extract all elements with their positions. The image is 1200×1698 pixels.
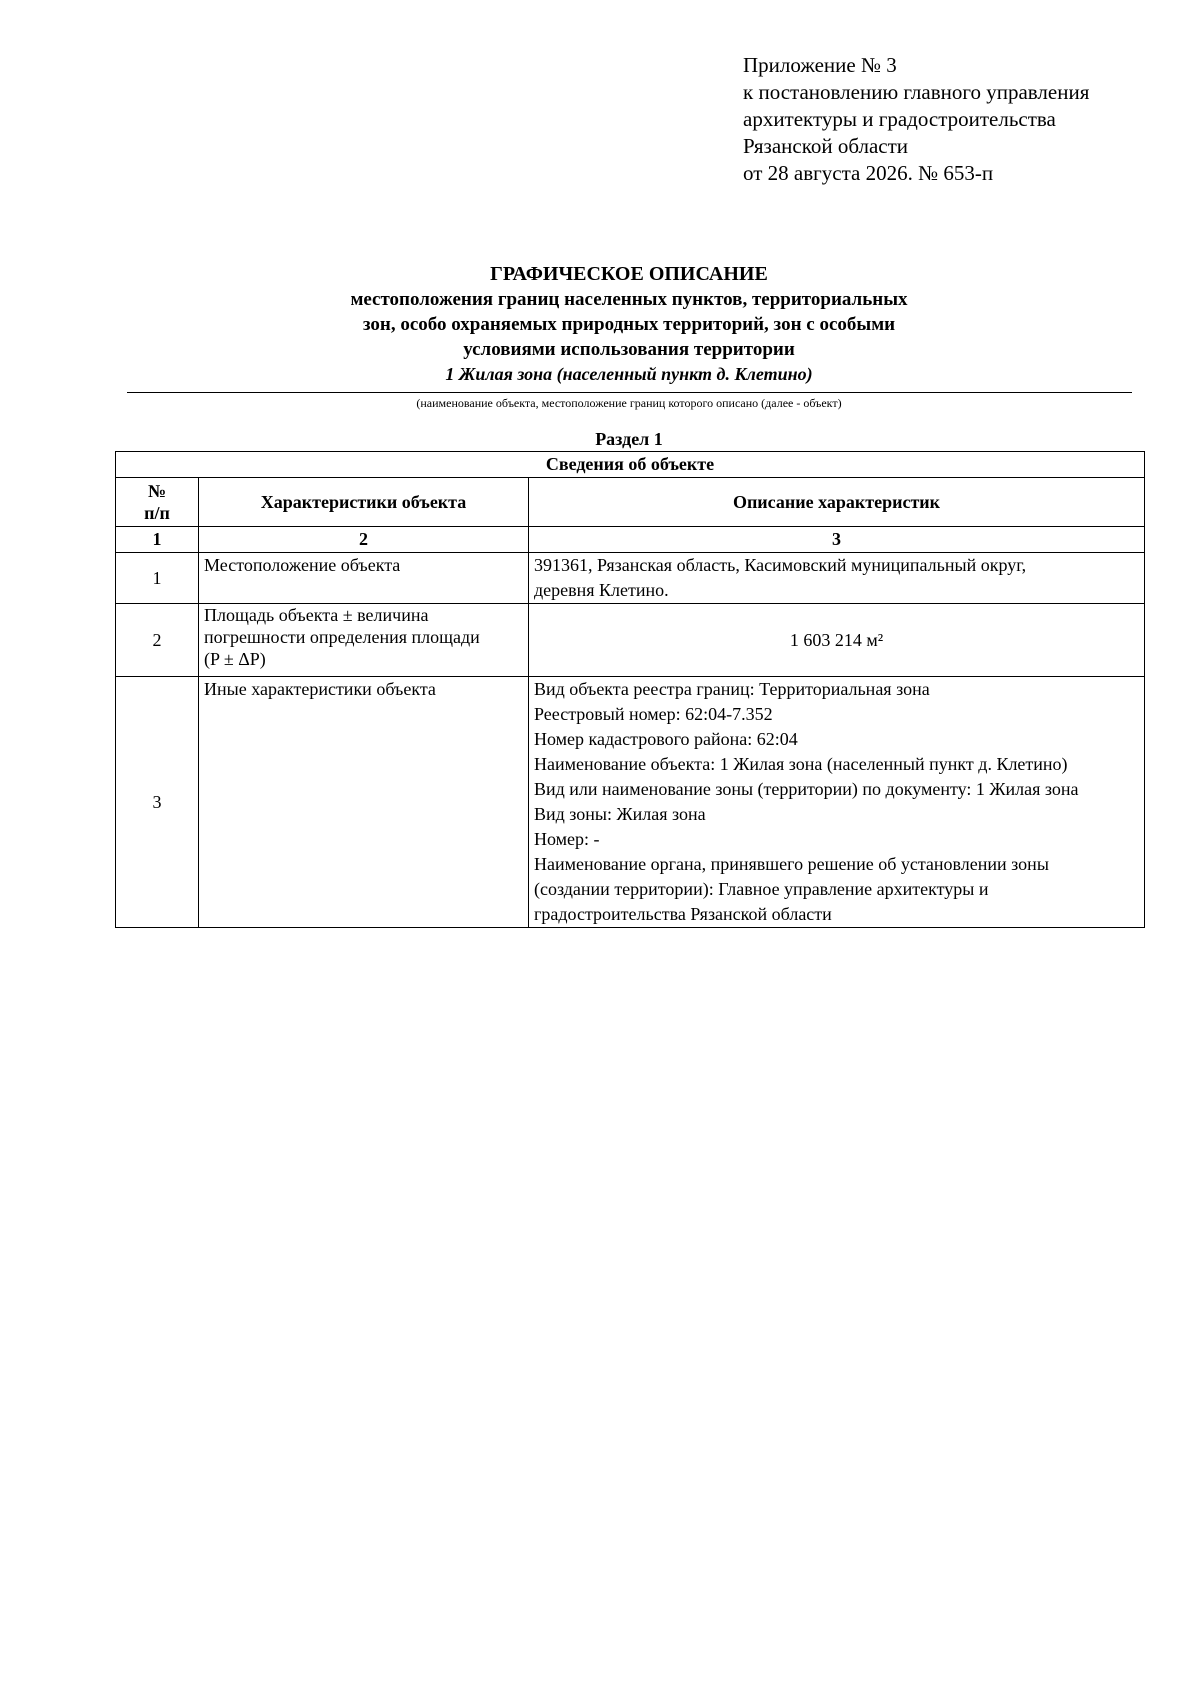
description-line: Номер кадастрового района: 62:04 <box>534 729 798 749</box>
table-row <box>116 553 1145 604</box>
row-characteristic <box>199 604 529 677</box>
description-line: градостроительства Рязанской области <box>534 904 832 924</box>
row-description: 1 603 214 м² <box>529 604 1145 677</box>
row-description <box>529 677 1145 928</box>
document-heading <box>115 262 1143 386</box>
description-line: деревня Клетино. <box>534 580 669 600</box>
table-row <box>116 604 1145 677</box>
description-line: Вид объекта реестра границ: Территориальная зона <box>534 679 930 699</box>
document-subtitle-line: зон, особо охраняемых природных территорий, зон с особыми <box>362 314 896 335</box>
appendix-line: к постановлению главного управления <box>743 80 1090 104</box>
row-number: 3 <box>116 677 199 928</box>
column-header-row <box>116 478 1145 527</box>
column-header-description: Описание характеристик <box>529 478 1145 527</box>
object-name: 1 Жилая зона (населенный пункт д. Клетино) <box>445 364 813 384</box>
appendix-line: Рязанской области <box>743 134 909 158</box>
column-number: 1 <box>116 527 199 553</box>
description-line: (создании территории): Главное управление архитектуры и <box>534 879 989 899</box>
appendix-line: Приложение № 3 <box>743 53 897 77</box>
appendix-date-line: от 28 августа 2026. № 653-п <box>743 161 994 185</box>
object-name-underline <box>127 392 1132 393</box>
table-title: Сведения об объекте <box>116 452 1145 478</box>
document-subtitle-line: условиями использования территории <box>463 339 795 360</box>
document-title: ГРАФИЧЕСКОЕ ОПИСАНИЕ <box>490 263 768 285</box>
column-header-characteristic: Характеристики объекта <box>199 478 529 527</box>
column-number: 2 <box>199 527 529 553</box>
description-line: 391361, Рязанская область, Касимовский муниципальный округ, <box>534 555 1027 575</box>
object-name-caption: (наименование объекта, местоположение границ которого описано (далее - объект) <box>416 396 842 410</box>
table-row <box>116 677 1145 928</box>
section-title: Раздел 1 <box>595 429 663 449</box>
description-line: Вид или наименование зоны (территории) по документу: 1 Жилая зона <box>534 779 1079 799</box>
object-info-table <box>115 451 1145 928</box>
row-number: 2 <box>116 604 199 677</box>
description-line: Реестровый номер: 62:04-7.352 <box>534 704 773 724</box>
description-line: Наименование органа, принявшего решение об установлении зоны <box>534 854 1049 874</box>
column-header-number: № п/п <box>116 478 199 527</box>
column-number-row <box>116 527 1145 553</box>
appendix-block <box>743 52 1173 187</box>
document-subtitle-line: местоположения границ населенных пунктов, территориальных <box>350 289 908 310</box>
row-number: 1 <box>116 553 199 604</box>
row-description <box>529 553 1145 604</box>
characteristic-line: Площадь объекта ± величина <box>204 605 429 625</box>
column-number: 3 <box>529 527 1145 553</box>
description-line: Вид зоны: Жилая зона <box>534 804 706 824</box>
appendix-line: архитектуры и градостроительства <box>743 107 1056 131</box>
row-characteristic: Местоположение объекта <box>199 553 529 604</box>
table-title-row <box>116 452 1145 478</box>
description-line: Номер: - <box>534 829 600 849</box>
description-line: Наименование объекта: 1 Жилая зона (населенный пункт д. Клетино) <box>534 754 1068 774</box>
characteristic-line: (P ± ΔP) <box>204 649 266 669</box>
characteristic-line: погрешности определения площади <box>204 627 480 647</box>
row-characteristic: Иные характеристики объекта <box>199 677 529 928</box>
